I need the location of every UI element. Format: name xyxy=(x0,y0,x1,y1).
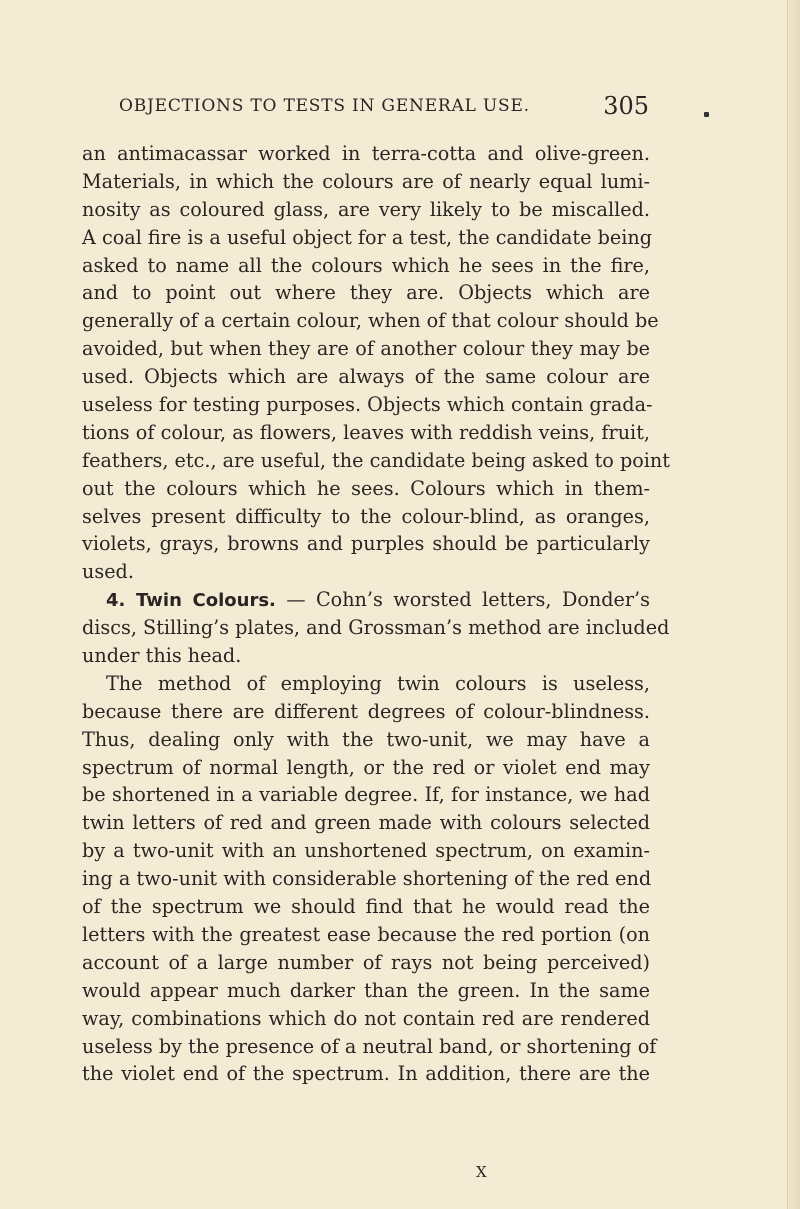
text-line: way, combinations which do not contain red are rendered xyxy=(82,1006,650,1030)
page-edge xyxy=(787,0,800,1209)
text-line: tions of colour, as flowers, leaves with reddish veins, fruit, xyxy=(82,420,650,444)
text-line: feathers, etc., are useful, the candidate being asked to point xyxy=(82,448,671,472)
text-line: under this head. xyxy=(82,644,242,668)
running-title: OBJECTIONS TO TESTS IN GENERAL USE. xyxy=(119,96,530,116)
text-line: useless for testing purposes. Objects which contain grada- xyxy=(82,393,653,417)
text-line: spectrum of normal length, or the red or violet end may xyxy=(82,755,650,779)
text-line: out the colours which he sees. Colours which in them- xyxy=(82,476,650,500)
text-line: and to point out where they are. Objects which are xyxy=(82,281,650,305)
text-line: useless by the presence of a neutral band, or shortening of xyxy=(82,1034,657,1058)
text-line: discs, Stilling’s plates, and Grossman’s method are included xyxy=(82,616,670,640)
text-line: used. Objects which are always of the same colour are xyxy=(82,365,650,389)
text-line: asked to name all the colours which he sees in the fire, xyxy=(82,253,650,277)
signature-mark: X xyxy=(476,1163,488,1181)
text-line: would appear much darker than the green. In the same xyxy=(82,978,650,1002)
text-line: account of a large number of rays not being perceived) xyxy=(82,950,650,974)
text-line: generally of a certain colour, when of that colour should be xyxy=(82,309,659,333)
text-line: because there are different degrees of colour-blindness. xyxy=(82,699,650,723)
section-4-heading: 4. Twin Colours. xyxy=(106,590,276,612)
text-line: A coal fire is a useful object for a test, the candidate being xyxy=(82,225,652,249)
section-4-first-line xyxy=(82,586,650,614)
text-line: ing a two-unit with considerable shortening of the red end xyxy=(82,867,652,891)
text-line: an antimacassar worked in terra-cotta and olive-green. xyxy=(82,142,650,165)
page-number: 305 xyxy=(603,92,649,120)
text-line: Materials, in which the colours are of nearly equal lumi- xyxy=(82,169,650,193)
text-line: of the spectrum we should find that he would read the xyxy=(82,895,650,919)
text-line: Thus, dealing only with the two-unit, we may have a xyxy=(82,727,650,751)
section-4-first-line-text: — Cohn’s worsted letters, Donder’s xyxy=(275,588,650,612)
text-line: letters with the greatest ease because the red portion (on xyxy=(82,922,650,946)
text-line: violets, grays, browns and purples should be particularly xyxy=(82,532,650,556)
text-line: the violet end of the spectrum. In addition, there are the xyxy=(82,1062,650,1086)
text-line: selves present difficulty to the colour-blind, as oranges, xyxy=(82,504,650,528)
page-header xyxy=(119,94,649,126)
text-line: avoided, but when they are of another colour they may be xyxy=(82,337,650,361)
text-line: by a two-unit with an unshortened spectrum, on examin- xyxy=(82,839,650,863)
text-line: twin letters of red and green made with colours selected xyxy=(82,811,650,835)
body-text xyxy=(82,140,671,1088)
text-line: The method of employing twin colours is useless, xyxy=(106,671,650,695)
text-line: be shortened in a variable degree. If, for instance, we had xyxy=(82,783,650,807)
bullet-mark-icon xyxy=(704,112,709,117)
text-line: nosity as coloured glass, are very likely to be miscalled. xyxy=(82,197,650,221)
text-line: used. xyxy=(82,560,134,584)
